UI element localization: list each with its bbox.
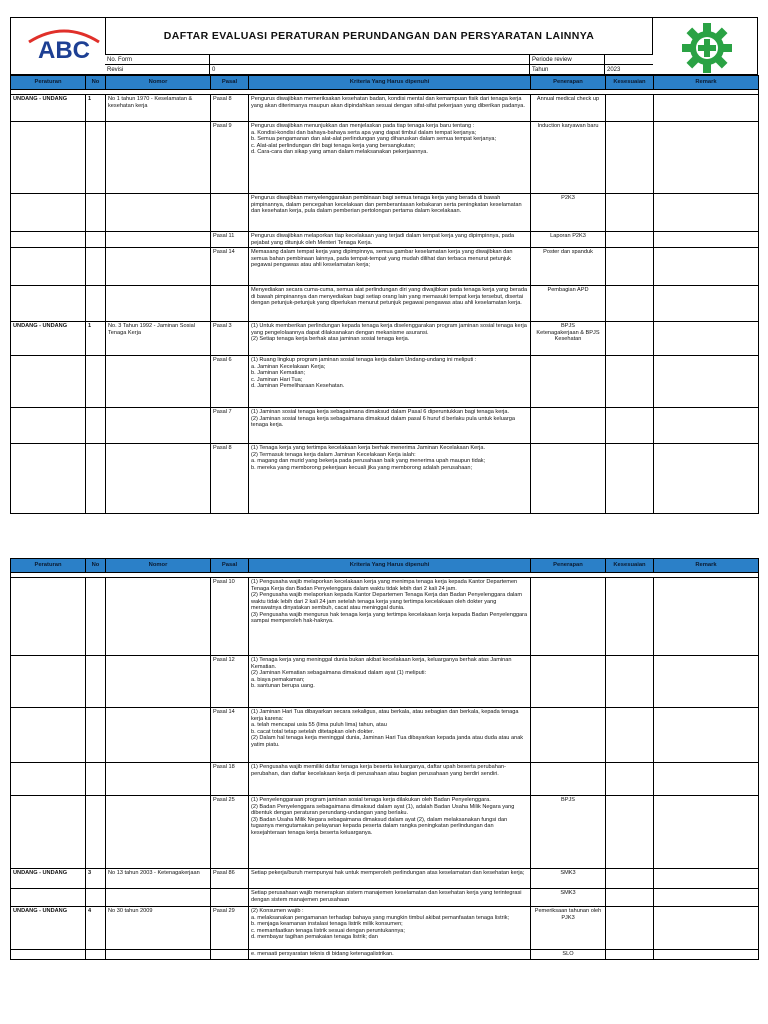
nomor-cell bbox=[106, 232, 211, 248]
nomor-cell bbox=[106, 708, 211, 763]
pasal-cell: Pasal 25 bbox=[211, 796, 249, 869]
kesesuaian-cell bbox=[606, 248, 654, 286]
kriteria-cell: (1) Penyelenggaraan program jaminan sosial tenaga kerja dilakukan oleh Badan Penyelenggara. (2) Badan Penyelenggara sebagaimana dimaksud dalam ayat (1), adalah Badan Usaha Milik Negara yang dibentuk dengan peraturan perundang-undangan yang berlaku. (3) Badan Usaha Milik Negara sebagaimana dimaksud dalam ayat (2), dalam melaksanakan fungsi dan tugasnya mengutamakan pelayanan kepada peserta dalam rangka peningkatan perlindungan dan kesejahteraan tenaga kerja beserta keluarganya. bbox=[249, 796, 531, 869]
pasal-cell: Pasal 14 bbox=[211, 708, 249, 763]
kesesuaian-cell bbox=[606, 122, 654, 194]
nomor-cell bbox=[106, 763, 211, 796]
penerapan-cell bbox=[531, 656, 606, 708]
peraturan-cell bbox=[11, 578, 86, 656]
k3-gear-cross-icon bbox=[681, 22, 733, 74]
penerapan-cell: BPJS Ketenagakerjaan & BPJS Kesehatan bbox=[531, 322, 606, 356]
peraturan-cell: UNDANG - UNDANG bbox=[11, 95, 86, 122]
table-row bbox=[11, 950, 759, 960]
pasal-cell: Pasal 29 bbox=[211, 907, 249, 950]
table-row bbox=[11, 708, 759, 763]
kesesuaian-cell bbox=[606, 356, 654, 408]
kriteria-cell: (2) Konsumen wajib : a. melaksanakan pengamanan terhadap bahaya yang mungkin timbul akibat pemanfaatan tenaga listrik; b. menjaga keamanan instalasi tenaga listrik milik konsumen; c. memanfaatkan tenaga listrik sesuai dengan peruntukannya; d. membayar tagihan pemakaian tenaga listrik; dan bbox=[249, 907, 531, 950]
column-header-nomor: Nomor bbox=[106, 76, 211, 90]
kriteria-cell: Pengurus diwajibkan melaporkan tiap kecelakaan yang terjadi dalam tempat kerja yang dipimpinnya, pada pejabat yang ditunjuk oleh Menteri Tenaga Kerja. bbox=[249, 232, 531, 248]
pasal-cell: Pasal 14 bbox=[211, 248, 249, 286]
pasal-cell bbox=[211, 950, 249, 960]
kriteria-cell: (1) Tenaga kerja yang tertimpa kecelakaan kerja berhak menerima Jaminan Kecelakaan Kerja. (2) Termasuk tenaga kerja dalam Jaminan Kecelakaan Kerja ialah: a. magang dan murid yang bekerja pada perusahaan baik yang menerima upah maupun tidak; b. mereka yang memborong pekerjaan kecuali jika yang memborong adalah perusahaan; bbox=[249, 444, 531, 514]
pasal-cell bbox=[211, 194, 249, 232]
remark-cell bbox=[654, 248, 759, 286]
table-row bbox=[11, 322, 759, 356]
table-row bbox=[11, 889, 759, 907]
no-cell: 3 bbox=[86, 869, 106, 889]
pasal-cell: Pasal 9 bbox=[211, 122, 249, 194]
kriteria-cell: (1) Jaminan Hari Tua dibayarkan secara sekaligus, atau berkala, atau sebagian dan berkala, kepada tenaga kerja karena: a. telah mencapai usia 55 (lima puluh lima) tahun, atau b. cacat total tetap setelah ditetapkan oleh dokter. (2) Dalam hal tenaga kerja meninggal dunia, Jaminan Hari Tua dibayarkan kepada janda atau duda atau anak yatim piatu. bbox=[249, 708, 531, 763]
no-cell bbox=[86, 122, 106, 194]
kesesuaian-cell bbox=[606, 950, 654, 960]
no-cell bbox=[86, 248, 106, 286]
nomor-cell bbox=[106, 408, 211, 444]
peraturan-cell bbox=[11, 889, 86, 907]
remark-cell bbox=[654, 286, 759, 322]
peraturan-cell bbox=[11, 356, 86, 408]
no-cell bbox=[86, 356, 106, 408]
penerapan-cell bbox=[531, 356, 606, 408]
penerapan-cell: P2K3 bbox=[531, 194, 606, 232]
remark-cell bbox=[654, 907, 759, 950]
nomor-cell bbox=[106, 286, 211, 322]
peraturan-cell bbox=[11, 444, 86, 514]
nomor-cell bbox=[106, 656, 211, 708]
nomor-cell: No 13 tahun 2003 - Ketenagakerjaan bbox=[106, 869, 211, 889]
penerapan-cell bbox=[531, 708, 606, 763]
table-row bbox=[11, 194, 759, 232]
peraturan-cell bbox=[11, 763, 86, 796]
periode-review-label: Periode review bbox=[530, 55, 605, 65]
column-header-nomor: Nomor bbox=[106, 559, 211, 573]
no-cell bbox=[86, 232, 106, 248]
peraturan-cell: UNDANG - UNDANG bbox=[11, 907, 86, 950]
penerapan-cell bbox=[531, 444, 606, 514]
column-header-peraturan: Peraturan bbox=[11, 76, 86, 90]
pasal-cell: Pasal 8 bbox=[211, 444, 249, 514]
no-cell bbox=[86, 763, 106, 796]
remark-cell bbox=[654, 232, 759, 248]
kriteria-cell: Pengurus diwajibkan menunjukkan dan menjelaskan pada tiap tenaga kerja baru tentang : a. Kondisi-kondisi dan bahaya-bahaya serta apa yang dapat timbul dalam tempat kerjanya; b. Semua pengamanan dan alat-alat perlindungan yang diharuskan dalam semua tempat kerjanya; c. Alat-alat perlindungan diri bagi tenaga kerja yang bersangkutan; d. Cara-cara dan sikap yang aman dalam melaksanakan pekerjaannya. bbox=[249, 122, 531, 194]
no-cell: 1 bbox=[86, 322, 106, 356]
table-row bbox=[11, 763, 759, 796]
kesesuaian-cell bbox=[606, 708, 654, 763]
kriteria-cell: Setiap pekerja/buruh mempunyai hak untuk memperoleh perlindungan atas keselamatan dan kesehatan kerja; bbox=[249, 869, 531, 889]
pasal-cell: Pasal 10 bbox=[211, 578, 249, 656]
nomor-cell bbox=[106, 796, 211, 869]
table-row bbox=[11, 122, 759, 194]
table-row bbox=[11, 578, 759, 656]
kriteria-cell: Menyediakan secara cuma-cuma, semua alat perlindungan diri yang diwajibkan pada tenaga kerja yang berada di bawah pimpinannya dan menyediakan bagi setiap orang lain yang memasuki tempat kerja tersebut, disertai dengan petunjuk-petunjuk yang diperlukan menurut petunjuk pegawai pengawas atau ahli keselamatan kerja. bbox=[249, 286, 531, 322]
kriteria-cell: (1) Untuk memberikan perlindungan kepada tenaga kerja diselenggarakan program jaminan sosial tenaga kerja yang pengelolaannya dapat dilaksanakan dengan mekanisme asuransi. (2) Setiap tenaga kerja berhak atas jaminan sosial tenaga kerja. bbox=[249, 322, 531, 356]
remark-cell bbox=[654, 656, 759, 708]
no-cell bbox=[86, 194, 106, 232]
peraturan-cell bbox=[11, 248, 86, 286]
remark-cell bbox=[654, 708, 759, 763]
no-cell: 1 bbox=[86, 95, 106, 122]
no-cell bbox=[86, 408, 106, 444]
column-header-pasal: Pasal bbox=[211, 559, 249, 573]
kesesuaian-cell bbox=[606, 95, 654, 122]
nomor-cell bbox=[106, 356, 211, 408]
remark-cell bbox=[654, 122, 759, 194]
nomor-cell: No 30 tahun 2009 bbox=[106, 907, 211, 950]
no-form-value bbox=[210, 55, 530, 65]
remark-cell bbox=[654, 356, 759, 408]
evaluation-table-page-1 bbox=[10, 75, 759, 514]
pasal-cell bbox=[211, 286, 249, 322]
pasal-cell: Pasal 86 bbox=[211, 869, 249, 889]
column-header-no: No bbox=[86, 559, 106, 573]
penerapan-cell bbox=[531, 408, 606, 444]
peraturan-cell bbox=[11, 194, 86, 232]
kesesuaian-cell bbox=[606, 578, 654, 656]
penerapan-cell bbox=[531, 578, 606, 656]
kriteria-cell: (1) Tenaga kerja yang meninggal dunia bukan akibat kecelakaan kerja, keluarganya berhak atas Jaminan Kematian. (2) Jaminan Kematian sebagaimana dimaksud dalam ayat (1) meliputi: a. biaya pemakaman; b. santunan berupa uang. bbox=[249, 656, 531, 708]
remark-cell bbox=[654, 194, 759, 232]
nomor-cell bbox=[106, 248, 211, 286]
tahun-label: Tahun bbox=[530, 65, 605, 75]
penerapan-cell bbox=[531, 763, 606, 796]
remark-cell bbox=[654, 95, 759, 122]
kriteria-cell: (1) Pengusaha wajib melaporkan kecelakaan kerja yang menimpa tenaga kerja kepada Kantor Departemen Tenaga Kerja dan Badan Penyelenggara dalam waktu tidak lebih dari 2 kali 24 jam. (2) Pengusaha wajib melaporkan kepada Kantor Departemen Tenaga Kerja dan Badan Penyelenggara dalam waktu tidak lebih dari 2 kali 24 jam setelah tenaga kerja yang tertimpa kecelakaan oleh dokter yang merawatnya dinyatakan sembuh, cacat atau meninggal dunia. (3) Pengusaha wajib mengurus hak tenaga kerja yang tertimpa kecelakaan kerja kepada Badan Penyelenggara sampai memperoleh hak-haknya. bbox=[249, 578, 531, 656]
penerapan-cell: Pembagian APD bbox=[531, 286, 606, 322]
penerapan-cell: SMK3 bbox=[531, 889, 606, 907]
remark-cell bbox=[654, 578, 759, 656]
peraturan-cell bbox=[11, 796, 86, 869]
title-cell bbox=[105, 17, 653, 55]
kesesuaian-cell bbox=[606, 232, 654, 248]
remark-cell bbox=[654, 796, 759, 869]
remark-cell bbox=[654, 408, 759, 444]
peraturan-cell bbox=[11, 122, 86, 194]
penerapan-cell: SLO bbox=[531, 950, 606, 960]
penerapan-cell: BPJS bbox=[531, 796, 606, 869]
no-form-label: No. Form bbox=[105, 55, 210, 65]
peraturan-cell bbox=[11, 656, 86, 708]
kriteria-cell: e. menaati persyaratan teknis di bidang ketenagalistrikan. bbox=[249, 950, 531, 960]
column-header-kesesuaian: Kesesuaian bbox=[606, 76, 654, 90]
penerapan-cell: Induction karyawan baru bbox=[531, 122, 606, 194]
table-row bbox=[11, 444, 759, 514]
peraturan-cell: UNDANG - UNDANG bbox=[11, 869, 86, 889]
kriteria-cell: (1) Pengusaha wajib memiliki daftar tenaga kerja beserta keluarganya, daftar upah beserta perubahan-perubahan, dan daftar kecelakaan kerja di perusahaan atau bagian perusahaan yang berdiri sendiri. bbox=[249, 763, 531, 796]
nomor-cell: No. 3 Tahun 1992 - Jaminan Sosial Tenaga Kerja bbox=[106, 322, 211, 356]
no-cell bbox=[86, 656, 106, 708]
k3-logo-cell bbox=[653, 17, 758, 75]
kriteria-cell: Memasang dalam tempat kerja yang dipimpinnya, semua gambar keselamatan kerja yang diwajibkan dan semua bahan pembinaan lainnya, pada tempat-tempat yang mudah dilihat dan terbaca menurut petunjuk pegawai pengawas atau ahli keselamatan kerja; bbox=[249, 248, 531, 286]
kriteria-cell: Setiap perusahaan wajib menerapkan sistem manajemen keselamatan dan kesehatan kerja yang terintegrasi dengan sistem manajemen perusahaan bbox=[249, 889, 531, 907]
table-row bbox=[11, 907, 759, 950]
kriteria-cell: Pengurus diwajibkan menyelenggarakan pembinaan bagi semua tenaga kerja yang berada di bawah pimpinannya, dalam pencegahan kecelakaan dan pemberantasan kebakaran serta peningkatan keselamatan dan kesehatan kerja, pula dalam pemberian pertolongan pertama dalam kecelakaan. bbox=[249, 194, 531, 232]
remark-cell bbox=[654, 889, 759, 907]
column-header-pasal: Pasal bbox=[211, 76, 249, 90]
revisi-value: 0 bbox=[210, 65, 530, 75]
table-header-row bbox=[11, 76, 759, 90]
no-cell bbox=[86, 444, 106, 514]
no-cell bbox=[86, 796, 106, 869]
column-header-remark: Remark bbox=[654, 559, 759, 573]
remark-cell bbox=[654, 763, 759, 796]
pasal-cell: Pasal 11 bbox=[211, 232, 249, 248]
remark-cell bbox=[654, 869, 759, 889]
kesesuaian-cell bbox=[606, 656, 654, 708]
table-row bbox=[11, 248, 759, 286]
no-cell: 4 bbox=[86, 907, 106, 950]
column-header-kesesuaian: Kesesuaian bbox=[606, 559, 654, 573]
periode-review-value bbox=[605, 55, 653, 65]
nomor-cell bbox=[106, 444, 211, 514]
kesesuaian-cell bbox=[606, 444, 654, 514]
kesesuaian-cell bbox=[606, 322, 654, 356]
remark-cell bbox=[654, 950, 759, 960]
pasal-cell: Pasal 3 bbox=[211, 322, 249, 356]
peraturan-cell bbox=[11, 950, 86, 960]
kesesuaian-cell bbox=[606, 907, 654, 950]
penerapan-cell: Laporan P2K3 bbox=[531, 232, 606, 248]
column-header-kriteria: Kriteria Yang Harus dipenuhi bbox=[249, 76, 531, 90]
kesesuaian-cell bbox=[606, 869, 654, 889]
pasal-cell: Pasal 7 bbox=[211, 408, 249, 444]
table-row bbox=[11, 408, 759, 444]
kesesuaian-cell bbox=[606, 889, 654, 907]
penerapan-cell: Annual medical check up bbox=[531, 95, 606, 122]
nomor-cell bbox=[106, 122, 211, 194]
kesesuaian-cell bbox=[606, 286, 654, 322]
column-header-remark: Remark bbox=[654, 76, 759, 90]
column-header-kriteria: Kriteria Yang Harus dipenuhi bbox=[249, 559, 531, 573]
kesesuaian-cell bbox=[606, 763, 654, 796]
table-header-row bbox=[11, 559, 759, 573]
nomor-cell: No 1 tahun 1970 - Keselamatan & kesehatan kerja bbox=[106, 95, 211, 122]
column-header-peraturan: Peraturan bbox=[11, 559, 86, 573]
no-cell bbox=[86, 578, 106, 656]
pasal-cell: Pasal 8 bbox=[211, 95, 249, 122]
penerapan-cell: SMK3 bbox=[531, 869, 606, 889]
no-cell bbox=[86, 950, 106, 960]
kriteria-cell: Pengurus diwajibkan memeriksakan kesehatan badan, kondisi mental dan kemampuan fisik dari tenaga kerja yang akan diterimanya maupun akan dipindahkan sesuai dengan sifat-sifat pekerjaan yang diberikan padanya. bbox=[249, 95, 531, 122]
table-row bbox=[11, 869, 759, 889]
kriteria-cell: (1) Jaminan sosial tenaga kerja sebagaimana dimaksud dalam Pasal 6 diperuntukkan bagi tenaga kerja. (2) Jaminan sosial tenaga kerja sebagaimana dimaksud dalam pasal 6 huruf d berlaku pula untuk keluarga tenaga kerja. bbox=[249, 408, 531, 444]
logo-text: ABC bbox=[38, 37, 90, 64]
no-cell bbox=[86, 889, 106, 907]
remark-cell bbox=[654, 322, 759, 356]
tahun-value: 2023 bbox=[605, 65, 653, 75]
no-cell bbox=[86, 286, 106, 322]
column-header-no: No bbox=[86, 76, 106, 90]
no-cell bbox=[86, 708, 106, 763]
abc-logo bbox=[25, 24, 103, 64]
nomor-cell bbox=[106, 194, 211, 232]
nomor-cell bbox=[106, 950, 211, 960]
pasal-cell: Pasal 12 bbox=[211, 656, 249, 708]
kriteria-cell: (1) Ruang lingkup program jaminan sosial tenaga kerja dalam Undang-undang ini meliputi : a. Jaminan Kecelakaan Kerja; b. Jaminan Kematian; c. Jaminan Hari Tua; d. Jaminan Pemeliharaan Kesehatan. bbox=[249, 356, 531, 408]
table-row bbox=[11, 356, 759, 408]
table-row bbox=[11, 286, 759, 322]
peraturan-cell bbox=[11, 232, 86, 248]
kesesuaian-cell bbox=[606, 194, 654, 232]
penerapan-cell: Pemeriksaan tahunan oleh PJK3 bbox=[531, 907, 606, 950]
page-title: DAFTAR EVALUASI PERATURAN PERUNDANGAN DAN PERSYARATAN LAINNYA bbox=[163, 30, 595, 42]
nomor-cell bbox=[106, 889, 211, 907]
kesesuaian-cell bbox=[606, 408, 654, 444]
peraturan-cell bbox=[11, 408, 86, 444]
peraturan-cell bbox=[11, 708, 86, 763]
kesesuaian-cell bbox=[606, 796, 654, 869]
pasal-cell: Pasal 6 bbox=[211, 356, 249, 408]
peraturan-cell: UNDANG - UNDANG bbox=[11, 322, 86, 356]
column-header-penerapan: Penerapan bbox=[531, 76, 606, 90]
logo-cell bbox=[10, 17, 105, 75]
peraturan-cell bbox=[11, 286, 86, 322]
nomor-cell bbox=[106, 578, 211, 656]
table-row bbox=[11, 796, 759, 869]
column-header-penerapan: Penerapan bbox=[531, 559, 606, 573]
table-row bbox=[11, 95, 759, 122]
table-row bbox=[11, 232, 759, 248]
pasal-cell: Pasal 18 bbox=[211, 763, 249, 796]
pasal-cell bbox=[211, 889, 249, 907]
revisi-label: Revisi bbox=[105, 65, 210, 75]
table-row bbox=[11, 656, 759, 708]
remark-cell bbox=[654, 444, 759, 514]
penerapan-cell: Poster dan spanduk bbox=[531, 248, 606, 286]
evaluation-table-page-2 bbox=[10, 558, 759, 960]
